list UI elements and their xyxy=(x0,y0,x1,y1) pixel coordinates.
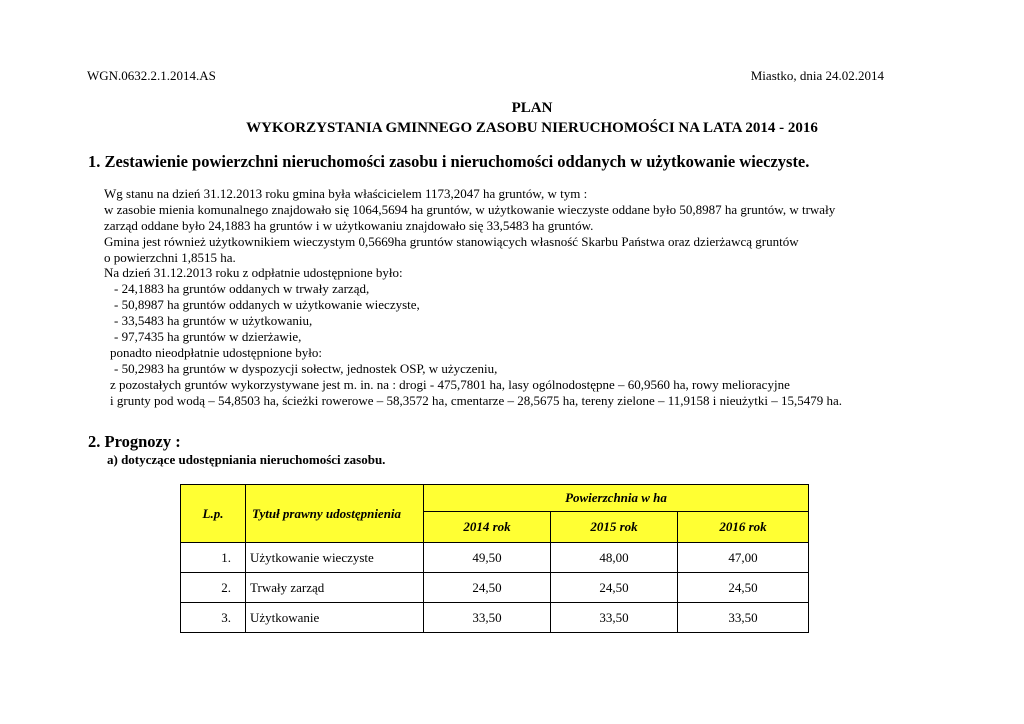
list-item: - 50,8987 ha gruntów oddanych w użytkowanie wieczyste, xyxy=(114,297,420,313)
reference-number: WGN.0632.2.1.2014.AS xyxy=(87,68,216,83)
title-line-2: WYKORZYSTANIA GMINNEGO ZASOBU NIERUCHOMOŚCI NA LATA 2014 - 2016 xyxy=(246,120,818,136)
table-header-row xyxy=(181,485,809,512)
col-header-2016: 2016 rok xyxy=(678,512,809,543)
body-line: Gmina jest również użytkownikiem wieczystym 0,5669ha gruntów stanowiących własność Skarbu Państwa oraz dzierżawcą gruntów xyxy=(104,233,799,249)
body-line: ponadto nieodpłatnie udostępnione było: xyxy=(110,344,322,360)
list-item: - 97,7435 ha gruntów w dzierżawie, xyxy=(114,329,302,345)
col-header-2014: 2014 rok xyxy=(424,512,551,543)
section-2-subheading: a) dotyczące udostępniania nieruchomości zasobu. xyxy=(107,452,386,467)
body-line: i grunty pod wodą – 54,8503 ha, ścieżki rowerowe – 58,3572 ha, cmentarze – 28,5675 ha, tereny zielone – 11,9158 i nieużytki – 15,5479 ha. xyxy=(110,392,843,408)
col-header-area: Powierzchnia w ha xyxy=(424,485,809,512)
body-line: w zasobie mienia komunalnego znajdowało się 1064,5694 ha gruntów, w użytkowanie wieczyste oddane było 50,8987 ha gruntów, w trwały xyxy=(104,201,836,217)
section-1-body xyxy=(104,186,842,408)
cell-title: Użytkowanie wieczyste xyxy=(246,543,424,573)
col-header-title: Tytuł prawny udostępnienia xyxy=(246,485,424,543)
cell-title: Użytkowanie xyxy=(246,603,424,633)
section-1-heading: 1. Zestawienie powierzchni nieruchomości zasobu i nieruchomości oddanych w użytkowanie wieczyste. xyxy=(88,152,810,171)
list-item: - 50,2983 ha gruntów w dyspozycji sołectw, jednostek OSP, w użyczeniu, xyxy=(114,360,498,376)
cell-2014: 49,50 xyxy=(424,543,551,573)
list-item: - 33,5483 ha gruntów w użytkowaniu, xyxy=(114,313,313,329)
cell-2016: 24,50 xyxy=(678,573,809,603)
col-header-lp: L.p. xyxy=(181,485,246,543)
cell-2015: 24,50 xyxy=(551,573,678,603)
cell-lp: 1. xyxy=(181,543,246,573)
cell-lp: 3. xyxy=(181,603,246,633)
body-line: Na dzień 31.12.2013 roku z odpłatnie udostępnione było: xyxy=(104,265,403,281)
cell-title: Trwały zarząd xyxy=(246,573,424,603)
table-row xyxy=(181,573,809,603)
list-item: - 24,1883 ha gruntów oddanych w trwały zarząd, xyxy=(114,281,370,297)
place-date: Miastko, dnia 24.02.2014 xyxy=(750,68,884,83)
cell-2016: 47,00 xyxy=(678,543,809,573)
cell-2014: 24,50 xyxy=(424,573,551,603)
table-row xyxy=(181,543,809,573)
table-row xyxy=(181,603,809,633)
cell-2014: 33,50 xyxy=(424,603,551,633)
cell-2015: 33,50 xyxy=(551,603,678,633)
cell-2016: 33,50 xyxy=(678,603,809,633)
body-line: Wg stanu na dzień 31.12.2013 roku gmina była właścicielem 1173,2047 ha gruntów, w tym : xyxy=(104,186,588,201)
body-line: z pozostałych gruntów wykorzystywane jest m. in. na : drogi - 475,7801 ha, lasy ogólnodostępne – 60,9560 ha, rowy melioracyjne xyxy=(110,376,790,392)
body-line: o powierzchni 1,8515 ha. xyxy=(104,249,236,265)
col-header-2015: 2015 rok xyxy=(551,512,678,543)
body-line: zarząd oddane było 24,1883 ha gruntów i w użytkowaniu znajdowało się 33,5483 ha gruntów. xyxy=(104,217,594,233)
title-line-1: PLAN xyxy=(511,100,553,116)
cell-lp: 2. xyxy=(181,573,246,603)
cell-2015: 48,00 xyxy=(551,543,678,573)
forecast-table xyxy=(180,484,809,633)
section-2-heading: 2. Prognozy : xyxy=(88,432,181,451)
